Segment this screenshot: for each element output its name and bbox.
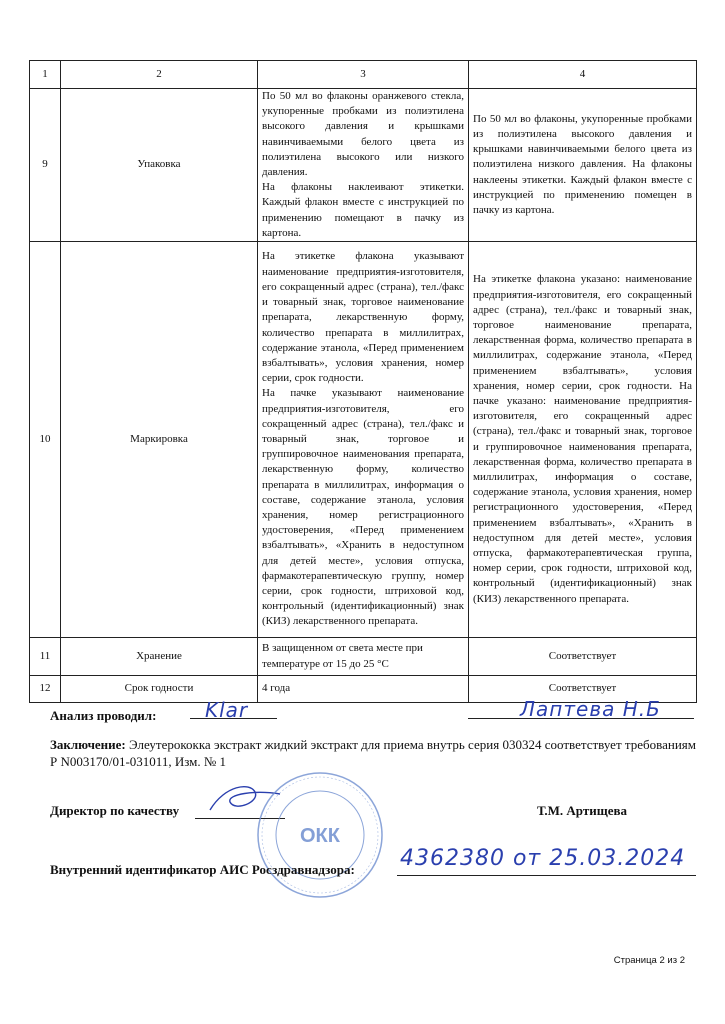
- row-parameter: Упаковка: [61, 89, 258, 242]
- analyst-signature: Klar: [205, 698, 249, 722]
- stamp-text: ОКК: [300, 825, 340, 847]
- row-number: 10: [30, 242, 61, 638]
- conclusion-text: Элеутерококка экстракт жидкий экстракт для приема внутрь серия 030324 соответствует требованиям Р N003170/01-031011, Изм. № 1: [50, 737, 696, 769]
- header-col-4: 4: [469, 61, 697, 89]
- identifier-line: [397, 875, 696, 876]
- identifier-value: 4362380 от 25.03.2024: [400, 846, 686, 871]
- analysis-label: Анализ проводил:: [50, 708, 157, 723]
- table-header-row: [30, 61, 697, 89]
- spec-table: [29, 60, 697, 703]
- table-row: [30, 89, 697, 242]
- row-parameter: Хранение: [61, 638, 258, 676]
- analyst-name: Лаптева Н.Б: [520, 697, 661, 721]
- director-label: Директор по качеству: [50, 803, 180, 818]
- row-result: Соответствует: [469, 638, 697, 676]
- quality-control-stamp: [255, 770, 385, 900]
- requirement-paragraph: На пачке указывают наименование предприятия-изготовителя, его сокращенный адрес (страна), тел./факс и товарный знак, торговое и группировочное наименования препарата, лекарственную форму, количество препарата в миллилитрах, информация о составе, содержание этанола, условия хранения, номер регистрационного удостоверения, «Перед применением взбалтывать», «Хранить в недоступном для детей месте», условия отпуска, фармакотерапевтическую группу, номер серии, срок годности, штриховой код, контрольный (идентификационный) знак (КИЗ) лекарственного препарата.: [262, 387, 464, 628]
- requirement-paragraph: По 50 мл во флаконы оранжевого стекла, укупоренные пробками из полиэтилена высокого давления и крышками навинчиваемыми белого цвета из полиэтилена высокого или низкого давления.: [262, 90, 464, 179]
- header-col-3: 3: [258, 61, 469, 89]
- table-row: [30, 242, 697, 638]
- row-requirement: [258, 89, 469, 242]
- page-number: Страница 2 из 2: [613, 955, 685, 966]
- requirement-paragraph: В защищенном от света месте при температуре от 15 до 25 °С: [262, 642, 423, 670]
- row-number: 11: [30, 638, 61, 676]
- director-name: Т.М. Артищева: [537, 803, 627, 818]
- row-parameter: Маркировка: [61, 242, 258, 638]
- row-requirement: [258, 676, 469, 703]
- requirement-paragraph: 4 года: [262, 682, 291, 695]
- row-requirement: [258, 242, 469, 638]
- requirement-paragraph: На флаконы наклеивают этикетки. Каждый флакон вместе с инструкцией по применению помещают в пачку из картона.: [262, 181, 464, 239]
- row-requirement: [258, 638, 469, 676]
- requirement-paragraph: На этикетке флакона указывают наименование предприятия-изготовителя, его сокращенный адрес (страна), тел./факс и товарный знак, торговое наименование препарата, лекарственную форму, количество препарата в миллилитрах, содержание этанола, «Перед применением взбалтывать», условия хранения, номер серии, срок годности.: [262, 250, 464, 385]
- header-col-2: 2: [61, 61, 258, 89]
- header-col-1: 1: [30, 61, 61, 89]
- conclusion-block: [50, 736, 696, 770]
- conclusion-label: Заключение:: [50, 737, 126, 752]
- row-result: По 50 мл во флаконы, укупоренные пробками из полиэтилена высокого давления и крышками навинчиваемыми белого цвета из полиэтилена низкого давления. На флаконы наклеены этикетки. Каждый флакон вместе с инструкцией по применению помещен в пачку из картона.: [469, 89, 697, 242]
- row-result: Соответствует: [469, 676, 697, 703]
- row-number: 9: [30, 89, 61, 242]
- table-row: [30, 638, 697, 676]
- row-number: 12: [30, 676, 61, 703]
- identifier-label: Внутренний идентификатор АИС Росздравнадзора:: [50, 862, 355, 877]
- row-result: На этикетке флакона указано: наименование предприятия-изготовителя, его сокращенный адрес (страна), тел./факс и товарный знак, торговое наименование препарата, лекарственная форма, количество препарата в миллилитрах, содержание этанола, «Перед применением взбалтывать», условия хранения, номер серии, срок годности. На пачке указано: наименование предприятия-изготовителя, его сокращенный адрес (страна), тел./факс и товарный знак, торговое и группировочное наименования препарата, лекарственная форма, количество препарата в миллилитрах, информация о составе, содержание этанола, условия хранения, номер регистрационного удостоверения, «Перед применением взбалтывать», «Хранить в недоступном для детей месте», условия отпуска, фармакотерапевтическая группа, номер серии, срок годности, штриховой код, контрольный (идентификационный) знак (КИЗ) лекарственного препарата.: [469, 242, 697, 638]
- row-parameter: Срок годности: [61, 676, 258, 703]
